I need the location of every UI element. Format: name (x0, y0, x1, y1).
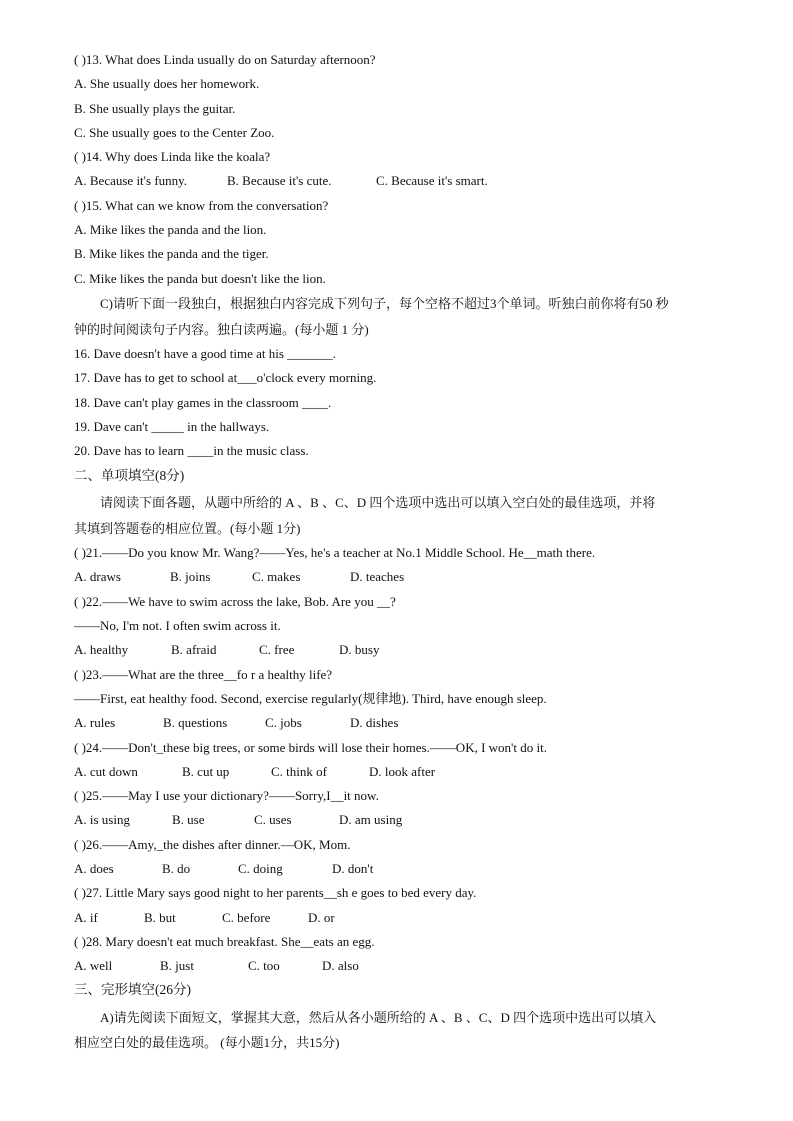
section-3-title: 三、完形填空(26分) (74, 982, 191, 998)
question-21-option-a: A. draws (74, 569, 121, 585)
question-26-option-d: D. don't (332, 860, 374, 876)
section-2-instruction-line2: 其填到答题卷的相应位置。(每小题 1分) (74, 520, 301, 536)
question-21-option-b: B. joins (170, 569, 211, 585)
question-27-option-b: B. but (144, 909, 176, 925)
question-25-option-b: B. use (172, 812, 205, 828)
question-23-reply: ——First, eat healthy food. Second, exercise regularly(规律地). Third, have enough sleep. (74, 690, 547, 706)
question-26-option-b: B. do (162, 860, 191, 876)
question-28-option-a: A. well (74, 958, 113, 974)
question-14-option-b: B. Because it's cute. (227, 173, 332, 189)
question-15-option-c: C. Mike likes the panda but doesn't like the lion. (74, 270, 326, 286)
question-22-options (74, 638, 724, 662)
question-27-option-c: C. before (222, 909, 271, 925)
question-24-option-b: B. cut up (182, 763, 230, 779)
question-22-option-a: A. healthy (74, 642, 129, 658)
question-24-option-d: D. look after (369, 763, 436, 779)
question-14-option-c: C. Because it's smart. (376, 173, 488, 189)
question-15-option-b: B. Mike likes the panda and the tiger. (74, 246, 269, 262)
question-27-option-a: A. if (74, 909, 98, 925)
question-15-option-a: A. Mike likes the panda and the lion. (74, 222, 267, 238)
question-13-option-b: B. She usually plays the guitar. (74, 100, 236, 116)
section-3-instruction-line2: 相应空白处的最佳选项。 (每小题1分，共15分) (74, 1035, 340, 1051)
question-21-options (74, 565, 724, 589)
section-2-title: 二、单项填空(8分) (74, 467, 185, 483)
question-21-stem: ( )21.——Do you know Mr. Wang?——Yes, he's a teacher at No.1 Middle School. He__math there. (74, 545, 596, 561)
question-27-stem: ( )27. Little Mary says good night to her parents__sh e goes to bed every day. (74, 885, 477, 901)
question-14-options (74, 169, 724, 193)
question-28-options (74, 954, 724, 978)
question-24-options (74, 760, 724, 784)
question-24-stem: ( )24.——Don't_these big trees, or some birds will lose their homes.——OK, I won't do it. (74, 739, 547, 755)
question-25-stem: ( )25.——May I use your dictionary?——Sorry,I__it now. (74, 788, 379, 804)
question-25-option-c: C. uses (254, 812, 292, 828)
question-27-options (74, 906, 724, 930)
question-22-stem: ( )22.——We have to swim across the lake, Bob. Are you __? (74, 593, 396, 609)
question-26-stem: ( )26.——Amy,_the dishes after dinner.—OK, Mom. (74, 836, 351, 852)
section-3-instruction-line1: A)请先阅读下面短文，掌握其大意，然后从各小题所给的 A 、B 、C、D 四个选项中选出可以填入 (100, 1009, 657, 1025)
fill-sentence-18: 18. Dave can't play games in the classroom ____. (74, 394, 332, 410)
question-27-option-d: D. or (308, 909, 335, 925)
question-22-reply: ——No, I'm not. I often swim across it. (74, 618, 281, 634)
question-21-option-c: C. makes (252, 569, 301, 585)
question-26-option-c: C. doing (238, 860, 283, 876)
question-22-option-b: B. afraid (171, 642, 217, 658)
question-15-stem: ( )15. What can we know from the conversation? (74, 197, 329, 213)
fill-sentence-19: 19. Dave can't _____ in the hallways. (74, 419, 270, 435)
part-c-instruction-line2: 钟的时间阅读句子内容。独白读两遍。(每小题 1 分) (74, 321, 369, 337)
question-21-option-d: D. teaches (350, 569, 405, 585)
fill-sentence-17: 17. Dave has to get to school at___o'clock every morning. (74, 370, 377, 386)
question-25-option-d: D. am using (339, 812, 403, 828)
question-28-stem: ( )28. Mary doesn't eat much breakfast. She__eats an egg. (74, 933, 375, 949)
question-26-options (74, 857, 724, 881)
question-13 (74, 48, 724, 72)
question-25-options (74, 808, 724, 832)
question-28-option-b: B. just (160, 958, 194, 974)
question-23-option-a: A. rules (74, 715, 116, 731)
question-23-option-d: D. dishes (350, 715, 399, 731)
fill-sentence-16: 16. Dave doesn't have a good time at his _______. (74, 346, 336, 362)
question-22-option-c: C. free (259, 642, 295, 658)
question-24-option-a: A. cut down (74, 763, 138, 779)
exam-page (74, 48, 724, 1056)
question-13-option-a: A. She usually does her homework. (74, 76, 260, 92)
section-2-instruction-line1: 请阅读下面各题，从题中所给的 A 、B 、C、D 四个选项中选出可以填入空白处的最佳选项，并将 (100, 494, 656, 510)
question-22-option-d: D. busy (339, 642, 380, 658)
fill-sentence-20: 20. Dave has to learn ____in the music class. (74, 443, 309, 459)
part-c-instruction-line1: C)请听下面一段独白，根据独白内容完成下列句子，每个空格不超过3个单词。听独白前你将有50 秒 (100, 295, 669, 311)
question-23-option-c: C. jobs (265, 715, 302, 731)
question-25-option-a: A. is using (74, 812, 130, 828)
question-28-option-c: C. too (248, 958, 280, 974)
question-13-option-c: C. She usually goes to the Center Zoo. (74, 124, 275, 140)
question-14-option-a: A. Because it's funny. (74, 173, 188, 189)
question-13-stem: ( )13. What does Linda usually do on Saturday afternoon? (74, 52, 376, 67)
question-14-stem: ( )14. Why does Linda like the koala? (74, 149, 271, 165)
question-23-option-b: B. questions (163, 715, 228, 731)
question-24-option-c: C. think of (271, 763, 327, 779)
question-26-option-a: A. does (74, 860, 114, 876)
question-23-options (74, 711, 724, 735)
question-23-stem: ( )23.——What are the three__fo r a healthy life? (74, 666, 333, 682)
question-28-option-d: D. also (322, 958, 359, 974)
